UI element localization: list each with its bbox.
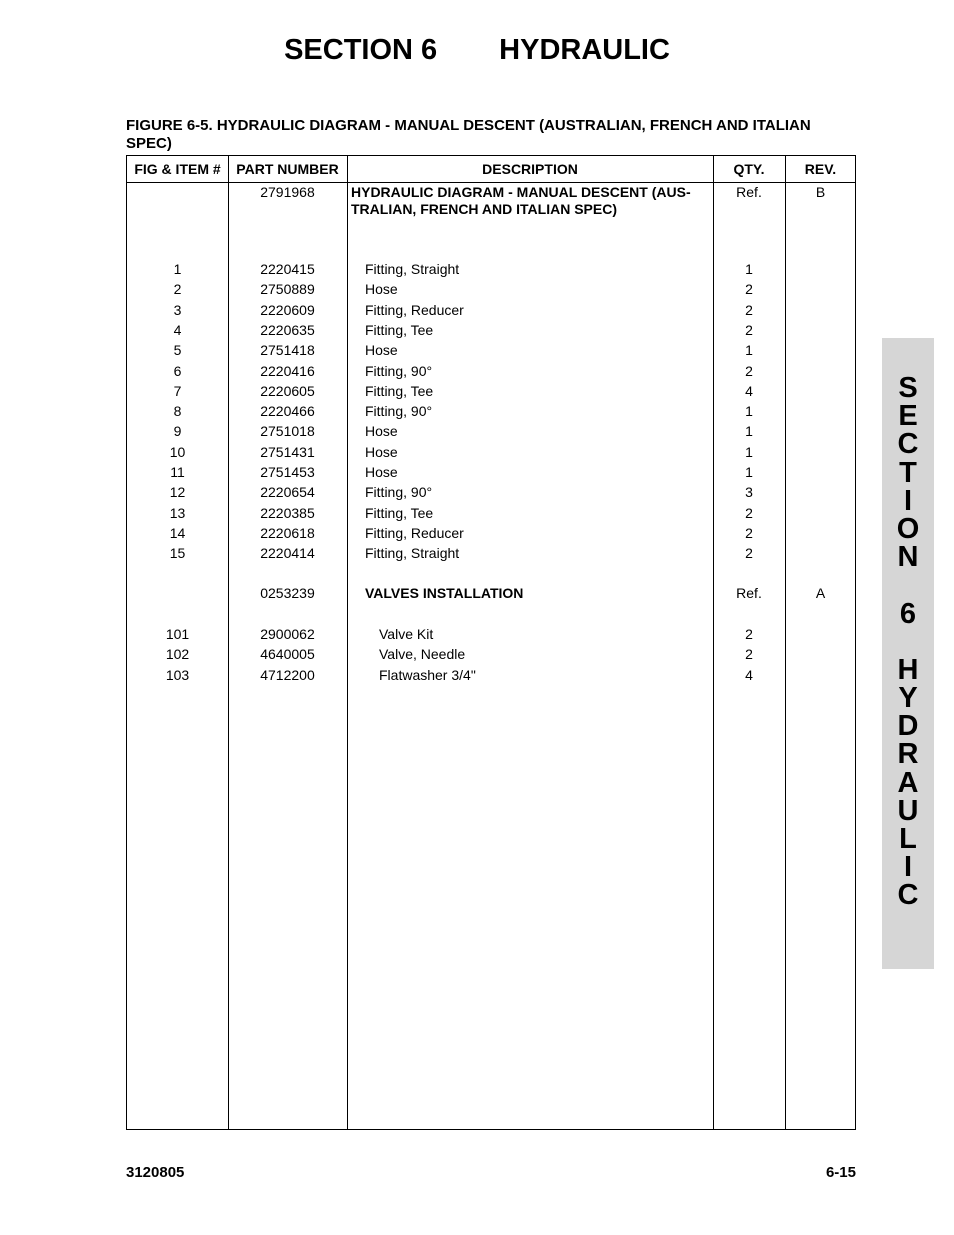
fig-item-number: 12 — [169, 484, 186, 501]
fig-item-number: 9 — [173, 423, 182, 440]
qty: 2 — [745, 524, 753, 541]
part-number: 4640005 — [260, 646, 315, 663]
table-row — [127, 644, 855, 664]
part-description: Valve, Needle — [379, 646, 466, 663]
subassembly-row — [127, 583, 855, 603]
qty: 2 — [745, 301, 753, 318]
column-header-rev: REV. — [804, 161, 837, 177]
part-description: Hose — [365, 464, 398, 480]
side-tab-text — [882, 374, 934, 910]
fig-item-number: 2 — [173, 281, 182, 298]
side-tab-letter: N — [897, 541, 919, 574]
column-header-qty: QTY. — [733, 161, 765, 177]
section-name: HYDRAULIC — [499, 34, 670, 66]
table-row — [127, 320, 855, 340]
part-number: 2220635 — [260, 321, 315, 338]
part-number: 2220605 — [260, 382, 315, 399]
part-number: 2220414 — [260, 545, 315, 562]
part-number: 2751453 — [260, 464, 315, 480]
qty: 2 — [745, 646, 753, 663]
side-tab-letter: S — [898, 372, 918, 404]
part-description: Fitting, Tee — [365, 382, 434, 399]
side-tab-letter: H — [897, 653, 919, 686]
side-tab-letter: E — [898, 400, 918, 433]
qty: 1 — [745, 342, 753, 359]
fig-item-number: 3 — [173, 301, 182, 318]
table-row — [127, 421, 855, 441]
qty: Ref. — [736, 585, 762, 601]
fig-item-number: 13 — [169, 504, 186, 521]
side-tab-letter — [882, 571, 934, 599]
document-number: 3120805 — [126, 1164, 185, 1181]
subassembly-description: VALVES INSTALLATION — [365, 585, 524, 601]
column-header-part-number: PART NUMBER — [236, 161, 339, 177]
rev: A — [815, 585, 826, 601]
fig-item-number: 8 — [173, 403, 182, 420]
fig-item-number: 15 — [169, 545, 186, 562]
side-tab-letter: 6 — [899, 597, 917, 630]
part-description: Fitting, Reducer — [365, 524, 464, 541]
side-tab-letter: L — [899, 823, 917, 855]
qty: 2 — [745, 504, 753, 521]
side-tab-letter: U — [897, 794, 919, 827]
part-number: 2750889 — [260, 281, 315, 298]
part-description: Hose — [365, 443, 398, 460]
page-title — [0, 32, 954, 68]
fig-item-number: 7 — [173, 382, 182, 399]
part-number: 2220415 — [260, 261, 315, 277]
part-number: 2220385 — [260, 504, 315, 521]
part-number: 2220466 — [260, 403, 315, 420]
side-tab-letter: C — [897, 879, 919, 912]
part-number: 2220654 — [260, 484, 315, 501]
section-number: SECTION 6 — [284, 34, 438, 66]
qty: 4 — [745, 666, 753, 683]
fig-item-number: 14 — [169, 524, 186, 541]
assembly-description-line: TRALIAN, FRENCH AND ITALIAN SPEC) — [351, 201, 617, 217]
side-tab-letter: R — [897, 738, 919, 771]
qty: 2 — [745, 626, 753, 642]
fig-item-number: 6 — [173, 362, 182, 379]
part-description: Valve Kit — [379, 626, 434, 642]
rev: B — [815, 184, 826, 200]
part-number: 2751431 — [260, 443, 315, 460]
side-tab-letter: D — [897, 710, 919, 743]
qty: 1 — [745, 464, 753, 480]
qty: 2 — [745, 321, 753, 338]
fig-item-number: 4 — [173, 321, 182, 338]
qty: 1 — [745, 261, 753, 277]
side-tab-letter: C — [897, 428, 919, 461]
table-row — [127, 300, 855, 320]
table-row — [127, 442, 855, 462]
table-row — [127, 482, 855, 502]
table-row — [127, 462, 855, 482]
qty: 1 — [745, 423, 753, 440]
fig-item-number: 1 — [173, 261, 182, 277]
table-row — [127, 279, 855, 299]
part-description: Fitting, Tee — [365, 504, 434, 521]
table-row — [127, 401, 855, 421]
fig-item-number: 10 — [169, 443, 186, 460]
part-number: 2751418 — [260, 342, 315, 359]
figure-caption: FIGURE 6-5. HYDRAULIC DIAGRAM - MANUAL DESCENT (AUSTRALIAN, FRENCH AND ITALIAN SPEC) — [126, 117, 811, 152]
part-description: Fitting, Straight — [365, 545, 460, 562]
part-number: 4712200 — [260, 666, 315, 683]
qty: 2 — [745, 362, 753, 379]
part-number: 2220609 — [260, 301, 315, 318]
fig-item-number: 101 — [165, 626, 190, 642]
table-row — [127, 340, 855, 360]
qty: 1 — [745, 403, 753, 420]
table-row — [127, 503, 855, 523]
table-row — [127, 381, 855, 401]
part-number: 2900062 — [260, 626, 315, 642]
table-row — [127, 665, 855, 685]
qty: Ref. — [736, 184, 762, 200]
fig-item-number: 5 — [173, 342, 182, 359]
part-description: Fitting, 90° — [365, 403, 433, 420]
table-row — [127, 523, 855, 543]
part-description: Fitting, 90° — [365, 484, 433, 501]
qty: 2 — [745, 281, 753, 298]
part-number: 2751018 — [260, 423, 315, 440]
side-tab-letter: Y — [898, 682, 918, 715]
assembly-description — [347, 182, 717, 218]
fig-item-number: 102 — [165, 646, 190, 663]
part-number: 2220618 — [260, 524, 315, 541]
part-description: Hose — [365, 423, 398, 440]
fig-item-number: 11 — [170, 464, 185, 480]
qty: 1 — [745, 443, 753, 460]
part-number: 2791968 — [260, 184, 315, 200]
side-tab-letter: I — [903, 484, 913, 517]
part-description: Fitting, Reducer — [365, 301, 464, 318]
parts-table — [126, 155, 856, 1130]
part-description: Fitting, Straight — [365, 261, 460, 277]
table-row — [127, 361, 855, 381]
qty: 3 — [745, 484, 753, 501]
assembly-row — [127, 182, 855, 222]
side-tab-letter — [882, 628, 934, 656]
part-description: Fitting, 90° — [365, 362, 433, 379]
side-tab-letter: O — [896, 512, 920, 545]
side-tab-letter: I — [903, 851, 913, 884]
part-description: Flatwasher 3/4" — [379, 666, 476, 683]
assembly-description-line: HYDRAULIC DIAGRAM - MANUAL DESCENT (AUS- — [351, 184, 691, 200]
table-row — [127, 259, 855, 279]
part-description: Fitting, Tee — [365, 321, 434, 338]
section-side-tab — [882, 338, 934, 969]
column-header-fig-item: FIG & ITEM # — [134, 161, 221, 177]
side-tab-letter: A — [897, 766, 919, 799]
page-number: 6-15 — [825, 1164, 856, 1181]
table-row — [127, 543, 855, 563]
part-description: Hose — [365, 281, 398, 298]
column-header-description: DESCRIPTION — [482, 161, 578, 177]
qty: 2 — [745, 545, 753, 562]
fig-item-number: 103 — [165, 666, 190, 683]
side-tab-letter: T — [899, 456, 917, 489]
table-row — [127, 624, 855, 644]
qty: 4 — [745, 382, 753, 399]
part-number: 2220416 — [260, 362, 315, 379]
part-description: Hose — [365, 342, 398, 359]
part-number: 0253239 — [260, 585, 315, 601]
